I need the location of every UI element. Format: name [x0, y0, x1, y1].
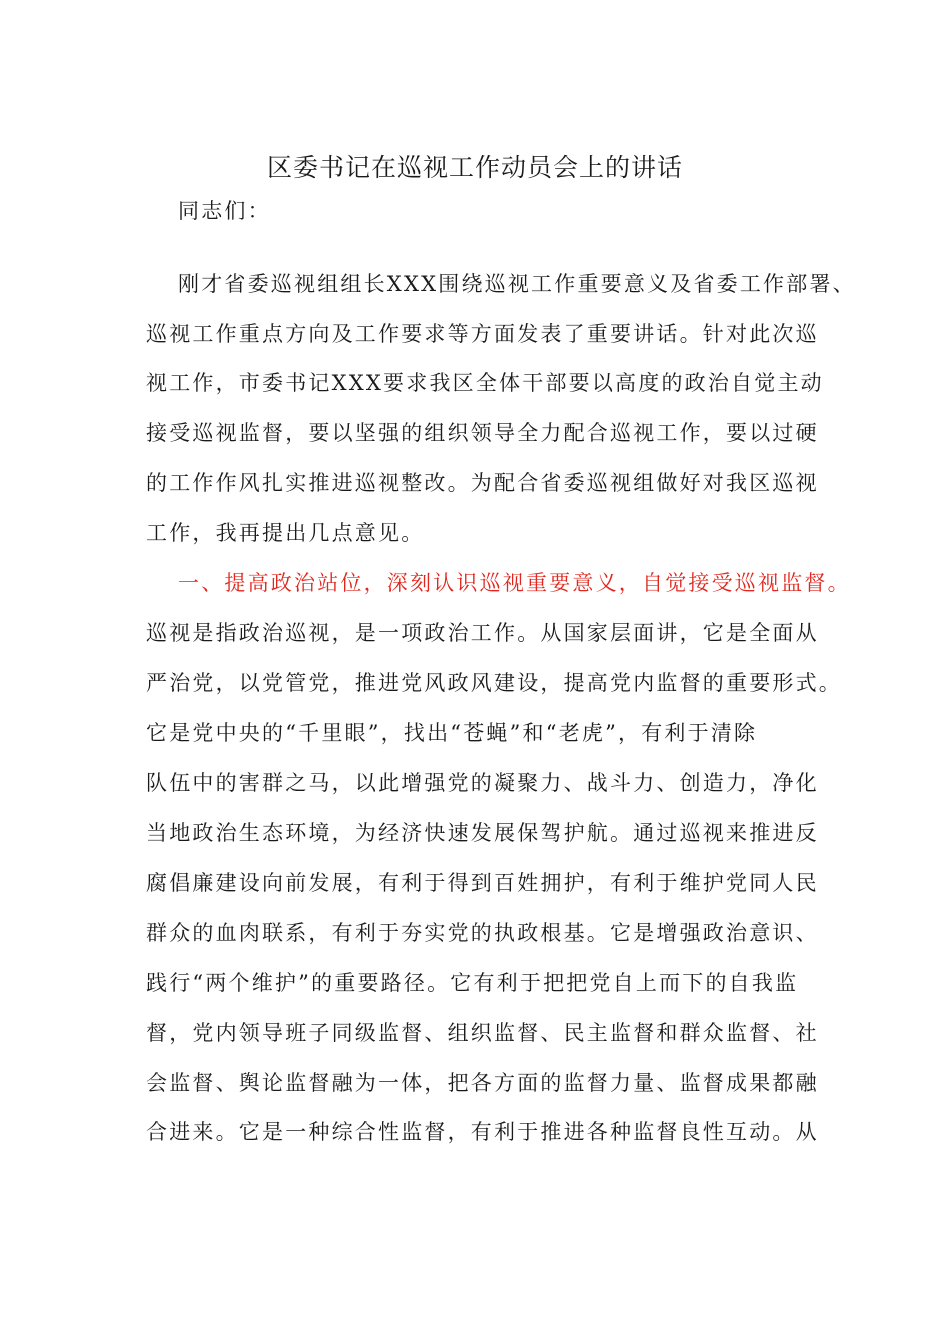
paragraph-line: 会监督、舆论监督融为一体，把各方面的监督力量、监督成果都融	[146, 1071, 819, 1095]
paragraph-line: 严治党，以党管党，推进党风政风建设，提高党内监督的重要形式。	[146, 671, 842, 695]
paragraph-line: 它是党中央的“千里眼”，找出“苍蝇”和“老虎”，有利于清除	[146, 721, 758, 745]
paragraph-line: 巡视是指政治巡视，是一项政治工作。从国家层面讲，它是全面从	[146, 621, 819, 645]
paragraph-line: 工作，我再提出几点意见。	[146, 521, 425, 545]
salutation: 同志们：	[178, 199, 271, 223]
paragraph-line: 践行“两个维护”的重要路径。它有利于把把党自上而下的自我监	[146, 971, 799, 995]
paragraph-line: 群众的血肉联系，有利于夯实党的执政根基。它是增强政治意识、	[146, 921, 819, 945]
paragraph-line: 的工作作风扎实推进巡视整改。为配合省委巡视组做好对我区巡视	[146, 471, 819, 495]
paragraph-line: 巡视工作重点方向及工作要求等方面发表了重要讲话。针对此次巡	[146, 322, 819, 346]
paragraph-line: 合进来。它是一种综合性监督，有利于推进各种监督良性互动。从	[146, 1120, 819, 1144]
paragraph-line: 视工作，市委书记XXX要求我区全体干部要以高度的政治自觉主动	[146, 371, 824, 395]
paragraph-line: 腐倡廉建设向前发展，有利于得到百姓拥护，有利于维护党同人民	[146, 871, 819, 895]
paragraph-line: 当地政治生态环境，为经济快速发展保驾护航。通过巡视来推进反	[146, 821, 819, 845]
section-heading: 一、提高政治站位，深刻认识巡视重要意义，自觉接受巡视监督。	[178, 571, 851, 595]
paragraph-line: 督，党内领导班子同级监督、组织监督、民主监督和群众监督、社	[146, 1021, 819, 1045]
paragraph-line: 接受巡视监督，要以坚强的组织领导全力配合巡视工作，要以过硬	[146, 421, 819, 445]
paragraph-line: 刚才省委巡视组组长XXX围绕巡视工作重要意义及省委工作部署、	[178, 272, 856, 296]
document-title: 区委书记在巡视工作动员会上的讲话	[266, 153, 683, 182]
paragraph-line: 队伍中的害群之马，以此增强党的凝聚力、战斗力、创造力，净化	[146, 771, 819, 795]
